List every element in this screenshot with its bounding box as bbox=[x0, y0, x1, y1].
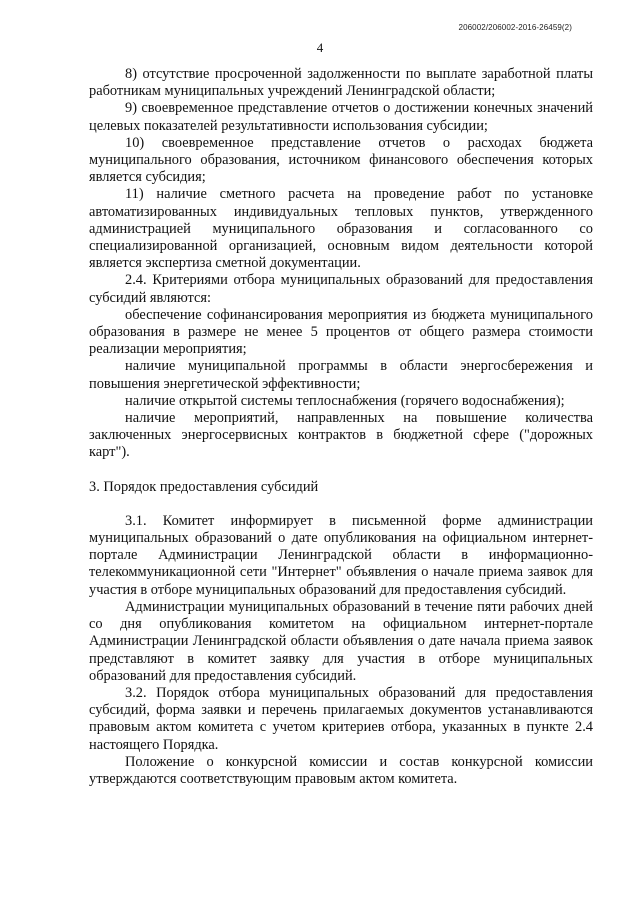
page-number: 4 bbox=[316, 40, 324, 55]
document-body bbox=[89, 66, 593, 788]
paragraph-3-1: 3.1. Комитет информирует в письменной форме администрации муниципальных образований о дате опубликования на официальном интернет-портале Администрации Ленинградской области в информационно-телекоммуникационной сети "Интернет" объявления о начале приема заявок для участия в отборе муниципальных образований для предоставления субсидий. bbox=[89, 512, 593, 598]
criterion-cofinancing: обеспечение софинансирования мероприятия из бюджета муниципального образования в размере не менее 5 процентов от общего размера стоимости реализации мероприятия; bbox=[89, 306, 593, 358]
document-id: 206002/206002-2016-26459(2) bbox=[458, 23, 572, 32]
paragraph-commission: Положение о конкурсной комиссии и состав конкурсной комиссии утверждаются соответствующим правовым актом комитета. bbox=[89, 753, 593, 787]
criterion-open-heating-system: наличие открытой системы теплоснабжения (горячего водоснабжения); bbox=[125, 392, 565, 409]
paragraph-2-4-criteria: 2.4. Критериями отбора муниципальных образований для предоставления субсидий являются: bbox=[89, 272, 593, 306]
paragraph-item-10: 10) своевременное представление отчетов о расходах бюджета муниципального образования, источником финансового обеспечения которых является субсидия; bbox=[89, 134, 593, 186]
paragraph-item-8: 8) отсутствие просроченной задолженности по выплате заработной платы работникам муниципальных учреждений Ленинградской области; bbox=[89, 66, 593, 100]
criterion-energy-contracts: наличие мероприятий, направленных на повышение количества заключенных энергосервисных контрактов в бюджетной сфере ("дорожных карт"). bbox=[89, 410, 593, 461]
paragraph-applications: Администрации муниципальных образований в течение пяти рабочих дней со дня опубликования комитетом на официальном интернет-портале Администрации Ленинградской области объявления о дате начала приема заявок представляют в комитет заявку для участия в отборе муниципальных образований для предоставления субсидий. bbox=[89, 598, 593, 684]
criterion-energy-program: наличие муниципальной программы в области энергосбережения и повышения энергетической эффективности; bbox=[89, 358, 593, 392]
paragraph-3-2: 3.2. Порядок отбора муниципальных образований для предоставления субсидий, форма заявки и перечень прилагаемых документов устанавливаются правовым актом комитета с учетом критериев отбора, указанных в пункте 2.4 настоящего Порядка. bbox=[89, 684, 593, 753]
paragraph-item-11: 11) наличие сметного расчета на проведение работ по установке автоматизированных индивидуальных тепловых пунктов, утвержденного администрацией муниципального образования и согласованного со специализированной организацией, основным видом деятельности которой является экспертиза сметной документации. bbox=[89, 186, 593, 272]
paragraph-item-9: 9) своевременное представление отчетов о достижении конечных значений целевых показателей результативности использования субсидии; bbox=[89, 100, 593, 134]
section-title: 3. Порядок предоставления субсидий bbox=[89, 478, 319, 495]
